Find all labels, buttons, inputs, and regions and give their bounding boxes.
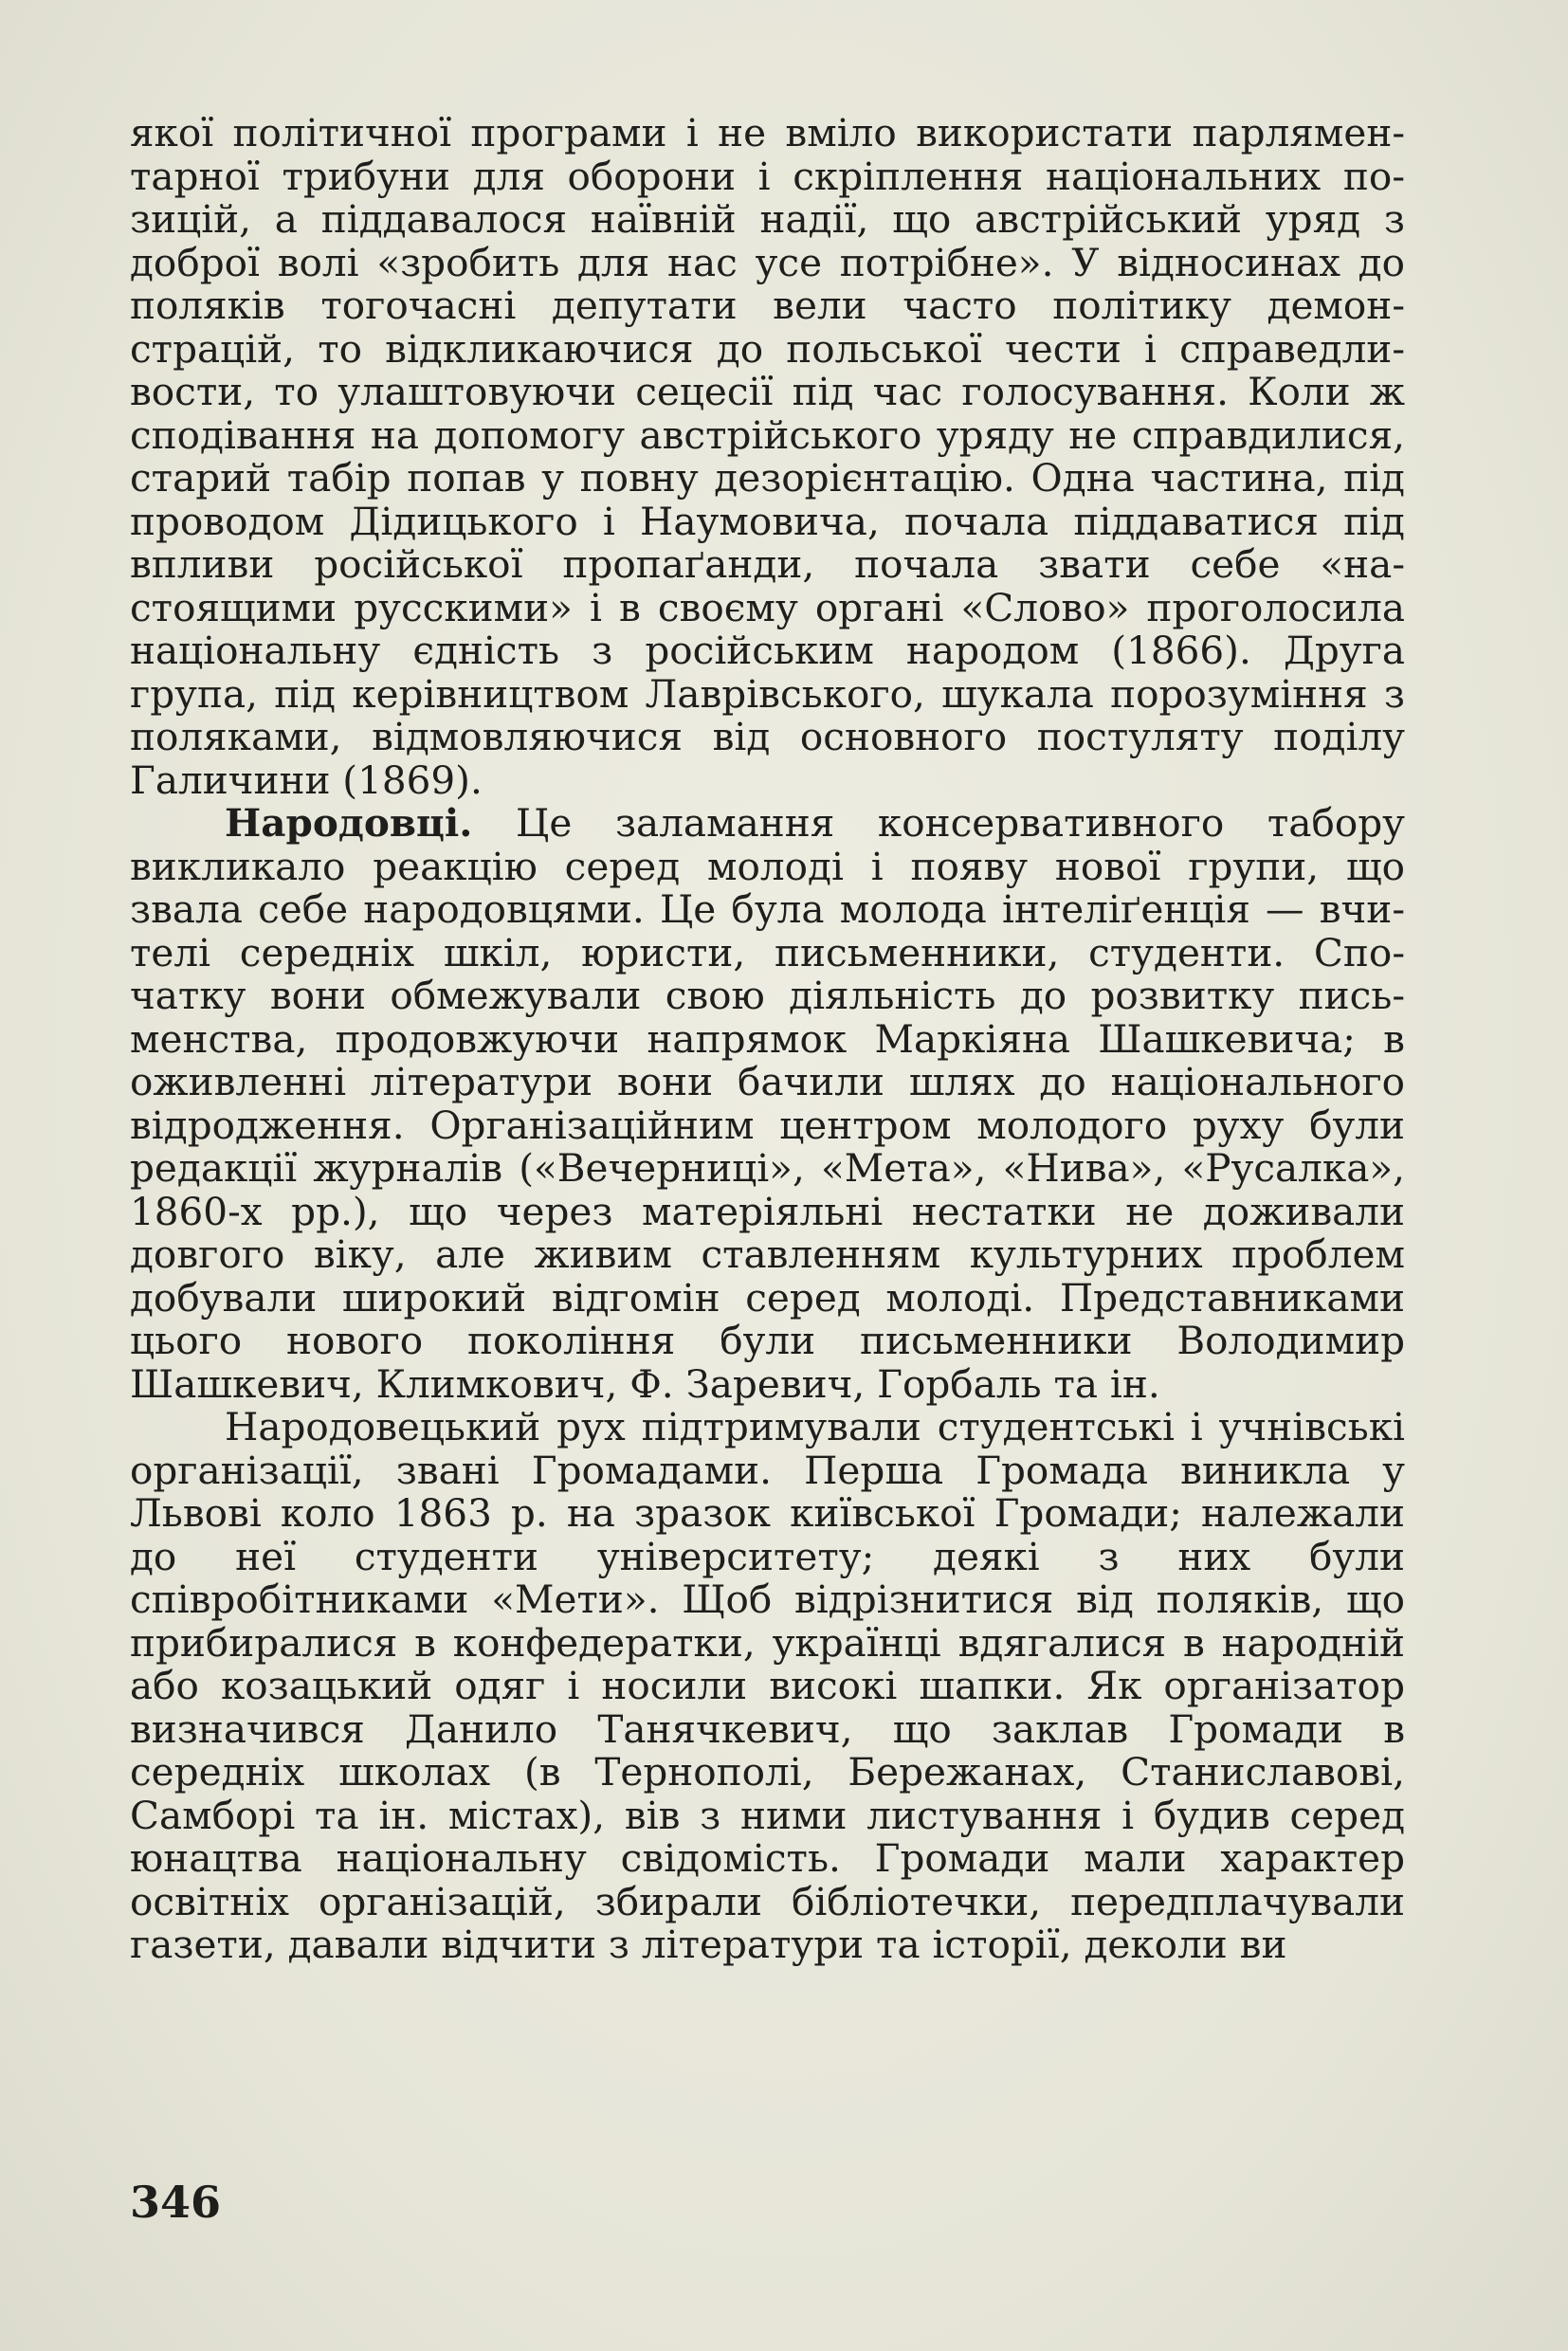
paragraph-text: якої політичної програми і не вміло використати парляментарної трибуни для оборони і скріплення національних позицій, а піддавалося наївній надії, що австрійський уряд з доброї волі «зробить для нас усе потрібне». У відносинах до поляків тогочасні депутати вели часто політику демонстрацій, то відкликаючися до польської чести і справедливости, то улаштовуючи сецесії під час голосування. Коли ж сподівання на допомогу австрійського уряду не справдилися, старий табір попав у повну дезорієнтацію. Одна частина, під проводом Дідицького і Наумовича, почала піддаватися під впливи російської пропаґанди, почала звати себе «настоящими русскими» і в своєму органі «Слово» проголосила національну єдність з російським народом (1866). Друга група, під керівництвом Лаврівського, шукала порозуміння з поляками, відмовляючися від основного постуляту поділу Галичини (1869). <box>130 110 1405 803</box>
paragraph-text: Це заламання консервативного табору викликало реакцію серед молоді і появу нової групи, що звала себе народовцями. Це була молода інтеліґенція — вчителі середніх шкіл, юристи, письменники, студенти. Спочатку вони обмежували свою діяльність до розвитку письменства, продовжуючи напрямок Маркіяна Шашкевича; в оживленні літератури вони бачили шлях до національного відродження. Організаційним центром молодого руху були редакції журналів («Вечерниці», «Мета», «Нива», «Русалка», 1860-х рр.), що через матеріяльні нестатки не доживали довгого віку, але живим ставленням культурних проблем добували широкий відгомін серед молоді. Представниками цього нового покоління були письменники Володимир Шашкевич, Климкович, Ф. Заревич, Горбаль та ін. <box>130 800 1405 1407</box>
paragraph-continuation <box>130 112 1405 802</box>
section-heading-narodovtsi: Народовці. <box>225 800 473 846</box>
paragraph-narodovtsi <box>130 802 1405 1406</box>
paragraph-hromady <box>130 1406 1405 1967</box>
page-number: 346 <box>130 2177 222 2228</box>
body-text <box>130 112 1405 1967</box>
paragraph-text: Народовецький рух підтримували студентські і учнівські організації, звані Громадами. Перша Громада виникла у Львові коло 1863 р. на зразок київської Громади; належали до неї студенти університету; деякі з них були співробітниками «Мети». Щоб відрізнитися від поляків, що прибиралися в конфедератки, українці вдягалися в народній або козацький одяг і носили високі шапки. Як організатор визначився Данило Танячкевич, що заклав Громади в середніх школах (в Тернополі, Бережанах, Станиславові, Самборі та ін. містах), вів з ними листування і будив серед юнацтва національну свідомість. Громади мали характер освітніх організацій, збирали бібліотечки, передплачували газети, давали відчити з літератури та історії, деколи ви <box>130 1404 1405 1967</box>
